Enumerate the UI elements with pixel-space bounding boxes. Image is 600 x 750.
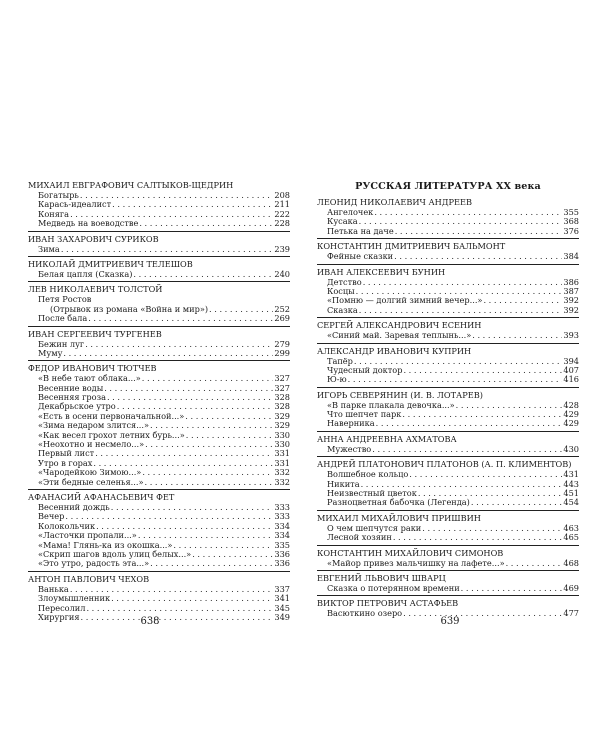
leader-dots — [112, 200, 273, 209]
toc-entry[interactable] — [317, 498, 579, 507]
author-block — [317, 238, 579, 261]
toc-entry[interactable] — [317, 278, 579, 287]
toc-entry[interactable] — [28, 245, 290, 254]
entry-title: Коняга — [38, 208, 70, 219]
author-name: КОНСТАНТИН МИХАЙЛОВИЧ СИМОНОВ — [317, 547, 504, 558]
entry-title: О чем шепчутся раки — [327, 522, 422, 533]
entry-title: Разноцветная бабочка (Легенда) — [327, 497, 470, 508]
entry-title: Петя Ростов — [38, 294, 92, 305]
entry-page-number: 368 — [563, 216, 579, 227]
entry-page-number: 299 — [274, 347, 290, 358]
entry-title: «Помню — долгий зимний вечер...» — [327, 295, 483, 306]
author-name: АФАНАСИЙ АФАНАСЬЕВИЧ ФЕТ — [28, 491, 175, 502]
entry-page-number: 327 — [274, 373, 290, 384]
toc-entry[interactable] — [317, 306, 579, 315]
author-block — [317, 387, 579, 429]
entry-title: «В парке плакала девочка...» — [327, 399, 455, 410]
entry-title: Лесной хозяин — [327, 532, 392, 543]
entry-title: Ю-ю — [327, 374, 347, 385]
author-block — [317, 545, 579, 568]
leader-dots — [107, 393, 273, 402]
entry-title: Вечер — [38, 511, 65, 522]
leader-dots — [111, 503, 274, 512]
leader-dots — [65, 512, 273, 521]
entry-page-number: 430 — [563, 443, 579, 454]
right-page — [300, 0, 600, 750]
entry-title: Зима — [38, 243, 60, 254]
entry-title: Утро в горах — [38, 457, 93, 468]
author-name: ИВАН ЗАХАРОВИЧ СУРИКОВ — [28, 233, 159, 244]
entry-title: Кусака — [327, 216, 358, 227]
author-block — [28, 180, 290, 229]
author-name: АНТОН ПАВЛОВИЧ ЧЕХОВ — [28, 573, 150, 584]
author-block — [28, 360, 290, 487]
author-name: АНДРЕЙ ПЛАТОНОВИЧ ПЛАТОНОВ (А. П. КЛИМЕНТОВ) — [317, 459, 572, 470]
leader-dots — [63, 349, 273, 358]
entry-page-number: 329 — [274, 420, 290, 431]
author-name: ВИКТОР ПЕТРОВИЧ АСТАФЬЕВ — [317, 598, 459, 609]
leader-dots — [483, 296, 562, 305]
entry-page-number: 463 — [563, 522, 579, 533]
leader-dots — [142, 468, 273, 477]
leader-dots — [374, 208, 562, 217]
author-block — [28, 489, 290, 569]
toc-entry[interactable] — [28, 219, 290, 228]
entry-title: «Зима недаром злится...» — [38, 420, 150, 431]
entry-title: Сказка о потерянном времени — [327, 582, 460, 593]
entry-page-number: 392 — [563, 304, 579, 315]
leader-dots — [372, 445, 562, 454]
entry-page-number: 477 — [563, 608, 579, 619]
leader-dots — [402, 410, 562, 419]
leader-dots — [139, 219, 273, 228]
entry-page-number: 341 — [274, 593, 290, 604]
author-block — [317, 264, 579, 316]
entry-title: Белая цапля (Сказка) — [38, 268, 133, 279]
leader-dots — [111, 594, 273, 603]
leader-dots — [192, 550, 273, 559]
leader-dots — [85, 340, 273, 349]
entry-title: Ванька — [38, 583, 69, 594]
toc-entry[interactable] — [28, 559, 290, 568]
entry-title: «Майор привез мальчишку на лафете...» — [327, 557, 505, 568]
entry-page-number: 331 — [274, 448, 290, 459]
entry-title: Весенние воды — [38, 382, 104, 393]
author-block — [317, 431, 579, 454]
leader-dots — [506, 559, 563, 568]
author-block — [317, 317, 579, 340]
leader-dots — [142, 374, 274, 383]
entry-title: Муму — [38, 347, 63, 358]
leader-dots — [209, 305, 273, 314]
entry-page-number: 208 — [274, 190, 290, 200]
entry-title: Волшебное кольцо — [327, 469, 409, 480]
author-block — [28, 256, 290, 279]
entry-page-number: 331 — [274, 457, 290, 468]
toc-entry[interactable] — [317, 445, 579, 454]
toc-entry[interactable] — [28, 340, 290, 349]
leader-dots — [395, 227, 563, 236]
entry-title: Декабрьское утро — [38, 401, 116, 412]
entry-page-number: 392 — [563, 295, 579, 306]
leader-dots — [150, 559, 273, 568]
entry-title: Хирургия — [38, 611, 80, 622]
author-name: ФЕДОР ИВАНОВИЧ ТЮТЧЕВ — [28, 363, 157, 374]
toc-entry[interactable] — [28, 314, 290, 323]
leader-dots — [86, 604, 273, 613]
entry-title: Что шепчет парк — [327, 409, 402, 420]
leader-dots — [348, 375, 563, 384]
leader-dots — [409, 470, 562, 479]
author-block — [317, 456, 579, 508]
left-page-number: 638 — [140, 616, 160, 627]
author-name: МИХАИЛ ЕВГРАФОВИЧ САЛТЫКОВ-ЩЕДРИН — [28, 180, 234, 190]
entry-page-number: 416 — [563, 374, 579, 385]
entry-title: «Синий май. Заревая теплынь...» — [327, 330, 472, 341]
entry-title: Богатырь — [38, 190, 79, 200]
entry-title: Бежин луг — [38, 338, 85, 349]
leader-dots — [186, 431, 274, 440]
entry-page-number: 337 — [274, 583, 290, 594]
entry-page-number: 429 — [563, 409, 579, 420]
entry-title: «Ласточки пропали...» — [38, 530, 137, 541]
toc-entry[interactable] — [28, 478, 290, 487]
entry-title: «Неохотно и несмело...» — [38, 439, 145, 450]
entry-title: Сказка — [327, 304, 358, 315]
entry-page-number: 431 — [563, 469, 579, 480]
entry-page-number: 330 — [274, 439, 290, 450]
entry-title: (Отрывок из романа «Война и мир») — [50, 303, 209, 314]
entry-page-number: 240 — [274, 268, 290, 279]
entry-page-number: 393 — [563, 330, 579, 341]
entry-page-number: 454 — [563, 497, 579, 508]
entry-title: «Как весел грохот летних бурь...» — [38, 429, 185, 440]
right-toc-column — [317, 180, 579, 621]
leader-dots — [144, 478, 273, 487]
author-name: ЕВГЕНИЙ ЛЬВОВИЧ ШВАРЦ — [317, 572, 446, 583]
entry-page-number: 429 — [563, 418, 579, 429]
entry-title: Косцы — [327, 285, 355, 296]
entry-page-number: 269 — [274, 313, 290, 324]
entry-title: Весенний дождь — [38, 501, 110, 512]
author-name: ИВАН АЛЕКСЕЕВИЧ БУНИН — [317, 266, 446, 277]
entry-page-number: 334 — [274, 530, 290, 541]
toc-entry[interactable] — [317, 419, 579, 428]
right-page-number: 639 — [440, 616, 460, 627]
leader-dots — [393, 533, 563, 542]
entry-page-number: 386 — [563, 276, 579, 287]
entry-title: После бала — [38, 313, 88, 324]
entry-title: Первый лист — [38, 448, 95, 459]
leader-dots — [376, 419, 563, 428]
toc-entry[interactable] — [317, 584, 579, 593]
entry-page-number: 349 — [274, 611, 290, 622]
entry-title: Ангелочек — [327, 207, 374, 217]
entry-page-number: 394 — [563, 355, 579, 366]
entry-page-number: 451 — [563, 488, 579, 499]
entry-title: Фейные сказки — [327, 251, 394, 262]
entry-title: «Мама! Глянь-ка из окошка...» — [38, 539, 173, 550]
entry-page-number: 465 — [563, 532, 579, 543]
toc-entry[interactable] — [317, 227, 579, 236]
entry-page-number: 222 — [274, 208, 290, 219]
author-name: АЛЕКСАНДР ИВАНОВИЧ КУПРИН — [317, 345, 472, 356]
leader-dots — [472, 331, 562, 340]
author-block — [28, 231, 290, 254]
leader-dots — [88, 314, 273, 323]
entry-title: Мужество — [327, 443, 372, 454]
entry-page-number: 336 — [274, 548, 290, 559]
toc-entry[interactable] — [28, 503, 290, 512]
entry-page-number: 252 — [274, 303, 290, 314]
entry-page-number: 332 — [274, 467, 290, 478]
author-name: ЛЕОНИД НИКОЛАЕВИЧ АНДРЕЕВ — [317, 197, 472, 207]
entry-page-number: 239 — [274, 243, 290, 254]
leader-dots — [456, 401, 563, 410]
leader-dots — [422, 524, 562, 533]
author-block — [28, 571, 290, 623]
leader-dots — [61, 245, 274, 254]
author-block — [317, 510, 579, 543]
entry-page-number: 228 — [274, 218, 290, 229]
entry-title: Карась-идеалист — [38, 199, 112, 210]
leader-dots — [133, 270, 273, 279]
entry-page-number: 443 — [563, 478, 579, 489]
entry-title: Наверника — [327, 418, 375, 429]
entry-page-number: 333 — [274, 511, 290, 522]
author-block — [317, 197, 579, 236]
entry-title: Колокольчик — [38, 520, 96, 531]
toc-entry[interactable] — [317, 366, 579, 375]
entry-page-number: 376 — [563, 225, 579, 236]
entry-title: «Эти бедные селенья...» — [38, 476, 144, 487]
entry-title: Петька на даче — [327, 225, 394, 236]
entry-title: Васюткино озеро — [327, 608, 403, 619]
author-name: ИГОРЬ СЕВЕРЯНИН (И. В. ЛОТАРЕВ) — [317, 389, 483, 400]
leader-dots — [95, 449, 273, 458]
entry-page-number: 387 — [563, 285, 579, 296]
entry-title: Никита — [327, 478, 360, 489]
entry-title: Детство — [327, 276, 362, 287]
author-block — [317, 570, 579, 593]
author-name: АННА АНДРЕЕВНА АХМАТОВА — [317, 433, 457, 444]
entry-title: Неизвестный цветок — [327, 488, 417, 499]
author-block — [28, 326, 290, 359]
leader-dots — [394, 252, 562, 261]
leader-dots — [363, 278, 563, 287]
leader-dots — [359, 306, 563, 315]
entry-page-number: 468 — [563, 557, 579, 568]
entry-page-number: 211 — [274, 199, 290, 210]
toc-entry[interactable] — [28, 270, 290, 279]
section-title: РУССКАЯ ЛИТЕРАТУРА XX века — [355, 181, 541, 192]
entry-title: Злоумышленник — [38, 593, 111, 604]
toc-entry[interactable] — [317, 375, 579, 384]
entry-title: Чудесный доктор — [327, 364, 403, 375]
author-block — [317, 343, 579, 385]
author-name: КОНСТАНТИН ДМИТРИЕВИЧ БАЛЬМОНТ — [317, 241, 506, 252]
entry-page-number: 279 — [274, 338, 290, 349]
entry-page-number: 384 — [563, 251, 579, 262]
leader-dots — [461, 584, 563, 593]
entry-page-number: 335 — [274, 539, 290, 550]
leader-dots — [145, 440, 273, 449]
author-name: ЛЕВ НИКОЛАЕВИЧ ТОЛСТОЙ — [28, 284, 163, 295]
entry-page-number: 332 — [274, 476, 290, 487]
entry-title: «В небе тают облака...» — [38, 373, 141, 384]
entry-title: Тапёр — [327, 355, 353, 366]
entry-title: «Есть в осени первоначальной...» — [38, 410, 185, 421]
toc-entry[interactable] — [317, 559, 579, 568]
entry-page-number: 345 — [274, 602, 290, 613]
entry-page-number: 328 — [274, 401, 290, 412]
entry-title: Медведь на воеводстве — [38, 218, 139, 229]
author-name: НИКОЛАЙ ДМИТРИЕВИЧ ТЕЛЕШОВ — [28, 258, 193, 269]
leader-dots — [471, 498, 562, 507]
entry-page-number: 469 — [563, 582, 579, 593]
leader-dots — [185, 412, 273, 421]
entry-page-number: 407 — [563, 364, 579, 375]
author-block — [28, 281, 290, 323]
entry-title: «Чародейкою Зимою...» — [38, 467, 142, 478]
leader-dots — [104, 384, 273, 393]
entry-page-number: 329 — [274, 410, 290, 421]
leader-dots — [403, 366, 562, 375]
entry-title: «Это утро, радость эта...» — [38, 558, 150, 569]
entry-title: Весенняя гроза — [38, 392, 106, 403]
entry-page-number: 330 — [274, 429, 290, 440]
toc-entry[interactable] — [317, 331, 579, 340]
toc-entry[interactable] — [317, 252, 579, 261]
author-name: СЕРГЕЙ АЛЕКСАНДРОВИЧ ЕСЕНИН — [317, 320, 482, 331]
entry-page-number: 355 — [563, 207, 579, 217]
entry-page-number: 328 — [274, 392, 290, 403]
left-toc-column — [28, 180, 290, 624]
toc-entry[interactable] — [28, 349, 290, 358]
entry-page-number: 327 — [274, 382, 290, 393]
entry-page-number: 428 — [563, 399, 579, 410]
author-name: МИХАИЛ МИХАЙЛОВИЧ ПРИШВИН — [317, 512, 481, 523]
author-name: ИВАН СЕРГЕЕВИЧ ТУРГЕНЕВ — [28, 328, 162, 339]
entry-title: «Скрип шагов вдоль улиц белых...» — [38, 548, 192, 559]
entry-page-number: 334 — [274, 520, 290, 531]
toc-entry[interactable] — [317, 533, 579, 542]
entry-title: Пересолил — [38, 602, 86, 613]
entry-page-number: 336 — [274, 558, 290, 569]
entry-page-number: 333 — [274, 501, 290, 512]
